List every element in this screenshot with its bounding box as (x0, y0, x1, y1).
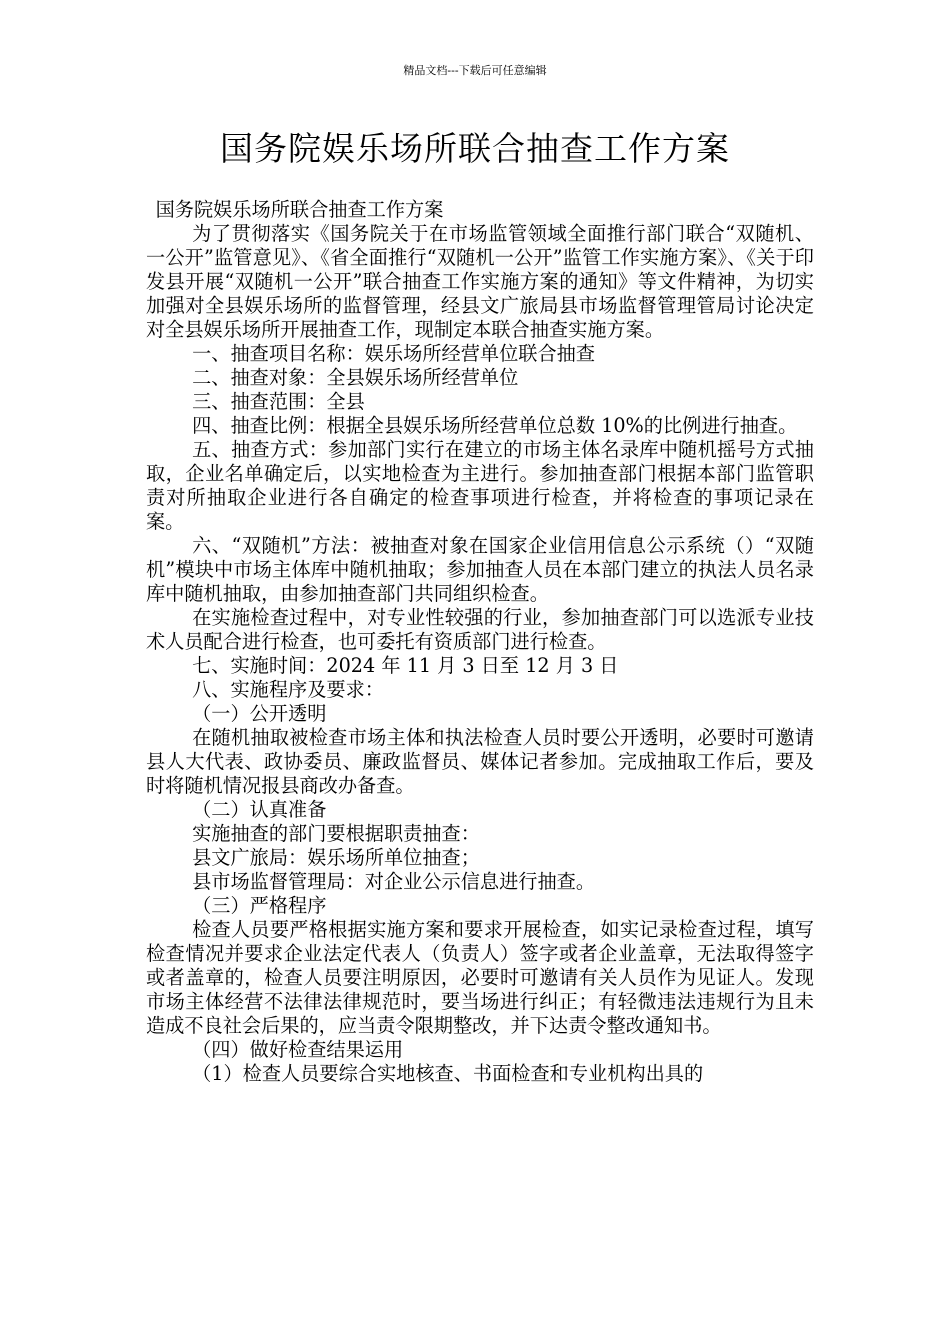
paragraph-item-6: 六、“双随机”方法：被抽查对象在国家企业信用信息公示系统（）“双随机”模块中市场主体库中随机抽取；参加抽查人员在本部门建立的执法人员名录库中随机抽取，由参加抽查部门共同组织检查。 (146, 534, 814, 605)
section-heading-2: （二）认真准备 (192, 798, 327, 821)
paragraph-item-5: 五、抽查方式：参加部门实行在建立的市场主体名录库中随机摇号方式抽取，企业名单确定后，以实地检查为主进行。参加抽查部门根据本部门监管职责对所抽取企业进行各自确定的检查事项进行检查，并将检查的事项记录在案。 (146, 438, 814, 533)
paragraph-item-8: 八、实施程序及要求： (192, 678, 384, 701)
paragraph-item-2: 二、抽查对象：全县娱乐场所经营单位 (192, 366, 519, 389)
paragraph-item-7: 七、实施时间：2024 年 11 月 3 日至 12 月 3 日 (192, 654, 619, 677)
section-heading-4: （四）做好检查结果运用 (192, 1038, 404, 1061)
paragraph-section-3: 检查人员要严格根据实施方案和要求开展检查，如实记录检查过程，填写检查情况并要求企业法定代表人（负责人）签字或者企业盖章，无法取得签字或者盖章的，检查人员要注明原因，必要时可邀请有关人员作为见证人。发现市场主体经营不法律法律规范时，要当场进行纠正；有轻微违法违规行为且未造成不良社会后果的，应当责令限期整改，并下达责令整改通知书。 (146, 918, 814, 1037)
paragraph-item-6-note: 在实施检查过程中，对专业性较强的行业，参加抽查部门可以选派专业技术人员配合进行检查，也可委托有资质部门进行检查。 (146, 606, 814, 653)
document-title: 国务院娱乐场所联合抽查工作方案 (220, 129, 730, 168)
paragraph-section-4-1: （1）检查人员要综合实地核查、书面检查和专业机构出具的 (192, 1062, 704, 1085)
paragraph-section-1: 在随机抽取被检查市场主体和执法检查人员时要公开透明，必要时可邀请县人大代表、政协委员、廉政监督员、媒体记者参加。完成抽取工作后，要及时将随机情况报县商改办备查。 (146, 726, 814, 797)
section-heading-1: （一）公开透明 (192, 702, 327, 725)
paragraph-item-1: 一、抽查项目名称：娱乐场所经营单位联合抽查 (192, 342, 596, 365)
paragraph-item-4: 四、抽查比例：根据全县娱乐场所经营单位总数 10%的比例进行抽查。 (192, 414, 798, 437)
paragraph-section-2-a: 县文广旅局：娱乐场所单位抽查； (192, 846, 480, 869)
body-subtitle: 国务院娱乐场所联合抽查工作方案 (155, 198, 444, 221)
header-note: 精品文档---下载后可任意编辑 (403, 64, 547, 77)
paragraph-intro: 为了贯彻落实《国务院关于在市场监管领域全面推行部门联合“双随机、一公开”监管意见》、《省全面推行“双随机一公开”监管工作实施方案》、《关于印发县开展“双随机一公开”联合抽查工作实施方案的通知》等文件精神，为切实加强对全县娱乐场所的监督管理，经县文广旅局县市场监督管理管局讨论决定对全县娱乐场所开展抽查工作，现制定本联合抽查实施方案。 (146, 222, 814, 341)
paragraph-section-2-b: 县市场监督管理局：对企业公示信息进行抽查。 (192, 870, 596, 893)
section-heading-3: （三）严格程序 (192, 894, 327, 917)
document-body (146, 198, 814, 1086)
paragraph-section-2: 实施抽查的部门要根据职责抽查： (192, 822, 480, 845)
paragraph-item-3: 三、抽查范围：全县 (192, 390, 365, 413)
